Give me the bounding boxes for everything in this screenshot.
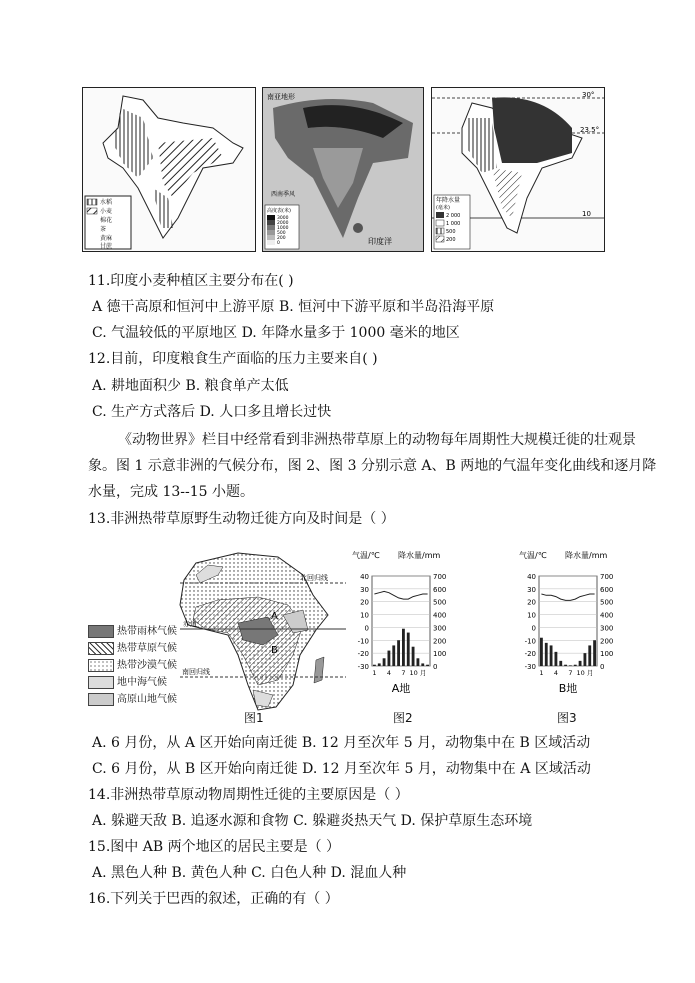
month-tick-label: 4 xyxy=(386,669,391,677)
q14-stem: 14.非洲热带草原动物周期性迁徙的主要原因是（ ） xyxy=(88,787,409,803)
svg-text:小麦: 小麦 xyxy=(100,208,113,215)
temp-tick-label: 10 xyxy=(527,611,536,620)
precip-bar xyxy=(402,629,405,666)
precip-bar xyxy=(392,645,395,666)
elev-label: 500 xyxy=(277,231,286,236)
legend-item: 热带沙漠气候 xyxy=(88,656,177,672)
precip-bar xyxy=(388,651,391,666)
climate-chart-a xyxy=(348,548,468,728)
q13-options-row1: A. 6 月份，从 A 区开始向南迁徙 B. 12 月至次年 5 月，动物集中在 B 区域活动 xyxy=(92,735,591,751)
precip-tick-label: 100 xyxy=(600,650,614,659)
precip-bar xyxy=(579,661,582,666)
legend-item: 热带草原气候 xyxy=(88,639,177,655)
map3-lat-10: 10 xyxy=(582,210,591,218)
svg-text:黄麻: 黄麻 xyxy=(100,235,113,242)
precip-bar xyxy=(383,658,386,666)
fig1-caption: 图1 xyxy=(244,711,264,725)
precip-bar xyxy=(407,633,410,666)
temp-tick-label: -10 xyxy=(357,637,369,646)
precip-tick-label: 300 xyxy=(600,624,614,633)
svg-text:棉花: 棉花 xyxy=(100,217,113,224)
precip-tick-label: 0 xyxy=(433,663,438,671)
svg-text:甘蔗: 甘蔗 xyxy=(100,243,113,250)
precip-axis-label: 降水量/mm xyxy=(398,551,441,560)
precip-bar xyxy=(397,640,400,666)
temp-tick-label: 0 xyxy=(364,624,369,633)
temperature-line xyxy=(374,591,427,599)
map3-lat-30: 30° xyxy=(582,91,595,99)
precip-bar xyxy=(584,653,587,666)
precip-bar xyxy=(574,665,577,666)
q11-stem: 11.印度小麦种植区主要分布在( ) xyxy=(88,273,294,289)
precip-tick-label: 700 xyxy=(600,573,614,581)
month-tick-label: 7 xyxy=(401,669,406,677)
zone-b-label: B xyxy=(271,645,278,656)
q11-options-row1: A 德干高原和恒河中上游平原 B. 恒河中下游平原和半岛沿海平原 xyxy=(92,299,495,315)
legend-item: 高原山地气候 xyxy=(88,690,177,706)
intro-line-2: 象。图 1 示意非洲的气候分布，图 2、图 3 分别示意 A、B 两地的气温年变化曲线和逐月降 xyxy=(88,458,657,474)
precip-tick-label: 0 xyxy=(600,663,605,671)
precip-bar xyxy=(550,645,553,666)
precip-tick-label: 500 xyxy=(433,598,447,607)
precip-bar xyxy=(555,652,558,666)
precip-tick-label: 700 xyxy=(433,573,447,581)
rain-label: 200 xyxy=(446,237,456,243)
q12-options-row2: C. 生产方式落后 D. 人口多且增长过快 xyxy=(92,404,332,420)
india-rainfall-map-svg xyxy=(432,88,604,251)
q11-options-row2: C. 气温较低的平原地区 D. 年降水量多于 1000 毫米的地区 xyxy=(92,325,460,341)
month-tick-label: 10 月 xyxy=(576,669,594,677)
precip-tick-label: 600 xyxy=(600,585,614,594)
month-tick-label: 10 月 xyxy=(409,669,427,677)
india-rainfall-map xyxy=(431,87,605,252)
q15-stem: 15.图中 AB 两个地区的居民主要是（ ） xyxy=(88,839,341,855)
precip-bar xyxy=(588,645,591,666)
intro-line-3: 水量，完成 13--15 小题。 xyxy=(88,484,254,500)
temp-tick-label: 20 xyxy=(360,598,369,607)
rain-label: 1 000 xyxy=(446,221,461,227)
month-tick-label: 1 xyxy=(372,669,377,677)
elev-label: 3000 xyxy=(277,216,289,221)
map3-legend-unit: (毫米) xyxy=(436,205,450,211)
temp-axis-label: 气温/℃ xyxy=(519,551,547,560)
legend-item: 热带雨林气候 xyxy=(88,622,177,638)
svg-text:水稻: 水稻 xyxy=(100,199,113,206)
plot-frame xyxy=(539,576,597,666)
zone-a-label: A xyxy=(271,611,278,622)
precip-bar xyxy=(545,643,548,666)
intro-line-1: 《动物世界》栏目中经常看到非洲热带草原上的动物每年周期性大规模迁徙的壮观景 xyxy=(118,432,636,448)
precip-tick-label: 500 xyxy=(600,598,614,607)
precip-tick-label: 300 xyxy=(433,624,447,633)
rain-label: 2 000 xyxy=(446,213,461,219)
precip-bar xyxy=(564,665,567,666)
precip-bar xyxy=(378,663,381,666)
climate-chart-b xyxy=(515,548,635,728)
q13-stem: 13.非洲热带草原野生动物迁徙方向及时间是（ ） xyxy=(88,511,395,527)
temp-tick-label: -10 xyxy=(524,637,536,646)
precip-bar xyxy=(569,665,572,666)
precip-tick-label: 400 xyxy=(600,611,614,620)
map2-legend-title: 高度表(米) xyxy=(267,208,291,214)
precip-axis-label: 降水量/mm xyxy=(565,551,608,560)
temp-tick-label: -20 xyxy=(357,650,369,659)
south-asia-terrain-map xyxy=(262,87,424,252)
precip-tick-label: 600 xyxy=(433,585,447,594)
temp-tick-label: 30 xyxy=(360,585,369,594)
precip-tick-label: 200 xyxy=(433,637,447,646)
q13-options-row2: C. 6 月份，从 B 区开始向南迁徙 D. 12 月至次年 5 月，动物集中在 A 区域活动 xyxy=(92,761,591,777)
elev-label: 2000 xyxy=(277,221,289,226)
fig3-caption: 图3 xyxy=(557,711,577,725)
precip-tick-label: 200 xyxy=(600,637,614,646)
temp-tick-label: 40 xyxy=(360,573,369,581)
elev-label: 200 xyxy=(277,236,286,241)
map2-sea-label: 印度洋 xyxy=(368,237,392,246)
q16-stem: 16.下列关于巴西的叙述，正确的有（ ） xyxy=(88,891,339,907)
chart-title: A地 xyxy=(391,682,411,695)
precip-tick-label: 400 xyxy=(433,611,447,620)
precip-bar xyxy=(421,663,424,666)
temp-tick-label: 20 xyxy=(527,598,536,607)
south-asia-terrain-map-svg xyxy=(263,88,423,251)
temperature-line xyxy=(541,594,594,600)
india-crop-map xyxy=(82,87,256,252)
temp-tick-label: 10 xyxy=(360,611,369,620)
legend-item: 地中海气候 xyxy=(88,673,167,689)
precip-bar xyxy=(417,658,420,666)
precip-bar xyxy=(540,638,543,666)
q12-options-row1: A. 耕地面积少 B. 粮食单产太低 xyxy=(92,378,289,394)
tropic-capricorn-label: 南回归线 xyxy=(182,668,210,676)
map3-legend-title: 年降水量 xyxy=(436,197,461,204)
map3-lat-23: 23.5° xyxy=(580,126,600,134)
precip-bar xyxy=(426,665,429,666)
plot-frame xyxy=(372,576,430,666)
chart-title: B地 xyxy=(558,682,578,695)
rain-label: 500 xyxy=(446,229,456,235)
month-tick-label: 1 xyxy=(539,669,544,677)
q14-options: A. 躲避天敌 B. 追逐水源和食物 C. 躲避炎热天气 D. 保护草原生态环境 xyxy=(92,813,533,829)
map2-title: 南亚地形 xyxy=(267,93,295,101)
fig2-caption: 图2 xyxy=(393,711,413,725)
precip-bar xyxy=(373,665,376,666)
q12-stem: 12.目前，印度粮食生产面临的压力主要来自( ) xyxy=(88,351,378,367)
month-tick-label: 7 xyxy=(568,669,573,677)
elev-label: 1000 xyxy=(277,226,289,231)
temp-tick-label: 40 xyxy=(527,573,536,581)
precip-bar xyxy=(412,647,415,666)
equator-label: 赤道 xyxy=(183,620,197,628)
temp-tick-label: -30 xyxy=(524,663,536,671)
temp-tick-label: -20 xyxy=(524,650,536,659)
q15-options: A. 黑色人种 B. 黄色人种 C. 白色人种 D. 混血人种 xyxy=(92,865,407,881)
map2-monsoon-label: 西南季风 xyxy=(271,191,296,198)
precip-bar xyxy=(559,661,562,666)
temp-axis-label: 气温/℃ xyxy=(352,551,380,560)
temp-tick-label: 30 xyxy=(527,585,536,594)
tropic-cancer-label: 北回归线 xyxy=(300,574,328,582)
temp-tick-label: 0 xyxy=(531,624,536,633)
precip-bar xyxy=(593,640,596,666)
temp-tick-label: -30 xyxy=(357,663,369,671)
month-tick-label: 4 xyxy=(553,669,558,677)
precip-tick-label: 100 xyxy=(433,650,447,659)
elev-label: 0 xyxy=(277,241,280,246)
svg-text:茶: 茶 xyxy=(100,226,107,233)
india-crop-map-svg xyxy=(83,88,255,251)
